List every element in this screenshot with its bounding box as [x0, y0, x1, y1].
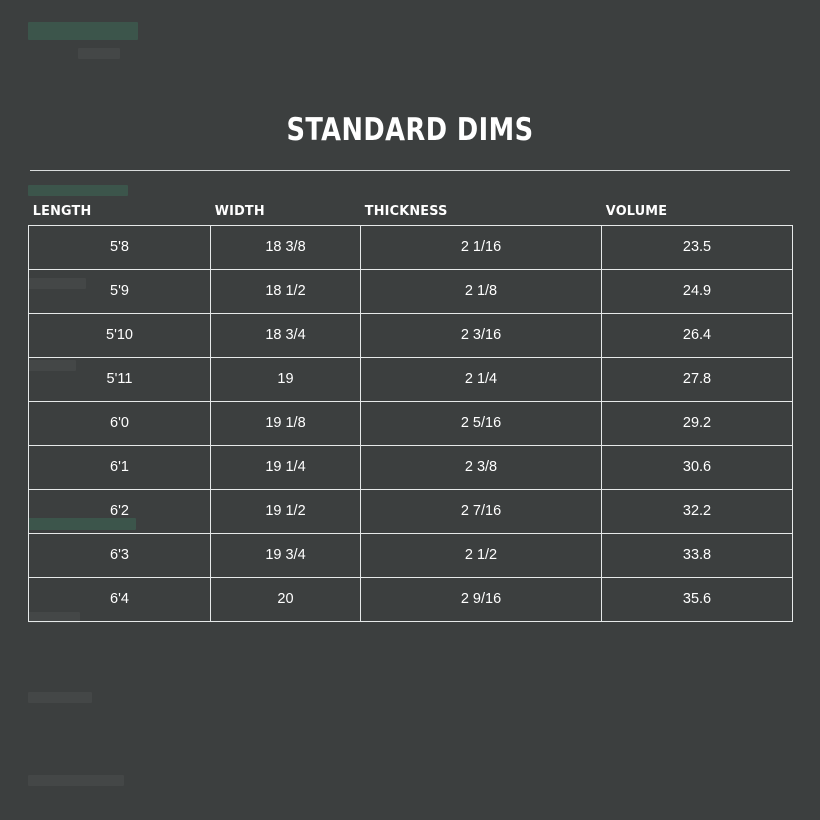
- table-row: [29, 401, 793, 445]
- cell-volume: 29.2: [602, 401, 793, 445]
- cell-length: 5'9: [29, 269, 211, 313]
- column-header-thickness: THICKNESS: [364, 203, 448, 220]
- table-row: [29, 533, 793, 577]
- cell-length: 5'8: [29, 225, 211, 269]
- table-row: [29, 577, 793, 621]
- cell-volume: 35.6: [602, 577, 793, 621]
- table-row: [29, 269, 793, 313]
- column-header-width: WIDTH: [214, 203, 265, 220]
- cell-thickness: 2 1/16: [361, 225, 602, 269]
- dimensions-table: [28, 203, 793, 622]
- cell-volume: 30.6: [602, 445, 793, 489]
- cell-thickness: 2 1/2: [361, 533, 602, 577]
- cell-length: 6'3: [29, 533, 211, 577]
- title-divider: [30, 170, 790, 171]
- table-row: [29, 357, 793, 401]
- table-body: [29, 225, 793, 621]
- cell-width: 19 1/2: [211, 489, 361, 533]
- cell-width: 18 1/2: [211, 269, 361, 313]
- page-title: STANDARD DIMS: [286, 112, 534, 148]
- cell-volume: 26.4: [602, 313, 793, 357]
- table-row: [29, 313, 793, 357]
- cell-width: 19 1/4: [211, 445, 361, 489]
- table-row: [29, 445, 793, 489]
- cell-thickness: 2 1/8: [361, 269, 602, 313]
- cell-volume: 23.5: [602, 225, 793, 269]
- cell-thickness: 2 7/16: [361, 489, 602, 533]
- cell-length: 5'11: [29, 357, 211, 401]
- cell-width: 18 3/8: [211, 225, 361, 269]
- table-row: [29, 225, 793, 269]
- cell-width: 20: [211, 577, 361, 621]
- cell-width: 18 3/4: [211, 313, 361, 357]
- cell-volume: 27.8: [602, 357, 793, 401]
- cell-width: 19: [211, 357, 361, 401]
- cell-length: 6'1: [29, 445, 211, 489]
- column-header-length: LENGTH: [32, 203, 91, 220]
- cell-volume: 32.2: [602, 489, 793, 533]
- cell-width: 19 3/4: [211, 533, 361, 577]
- table-row: [29, 489, 793, 533]
- table-header-row: [29, 203, 793, 225]
- cell-length: 5'10: [29, 313, 211, 357]
- cell-width: 19 1/8: [211, 401, 361, 445]
- cell-thickness: 2 3/16: [361, 313, 602, 357]
- cell-volume: 33.8: [602, 533, 793, 577]
- cell-length: 6'2: [29, 489, 211, 533]
- column-header-volume: VOLUME: [605, 203, 667, 220]
- cell-thickness: 2 3/8: [361, 445, 602, 489]
- cell-volume: 24.9: [602, 269, 793, 313]
- cell-length: 6'0: [29, 401, 211, 445]
- cell-thickness: 2 9/16: [361, 577, 602, 621]
- cell-length: 6'4: [29, 577, 211, 621]
- cell-thickness: 2 5/16: [361, 401, 602, 445]
- cell-thickness: 2 1/4: [361, 357, 602, 401]
